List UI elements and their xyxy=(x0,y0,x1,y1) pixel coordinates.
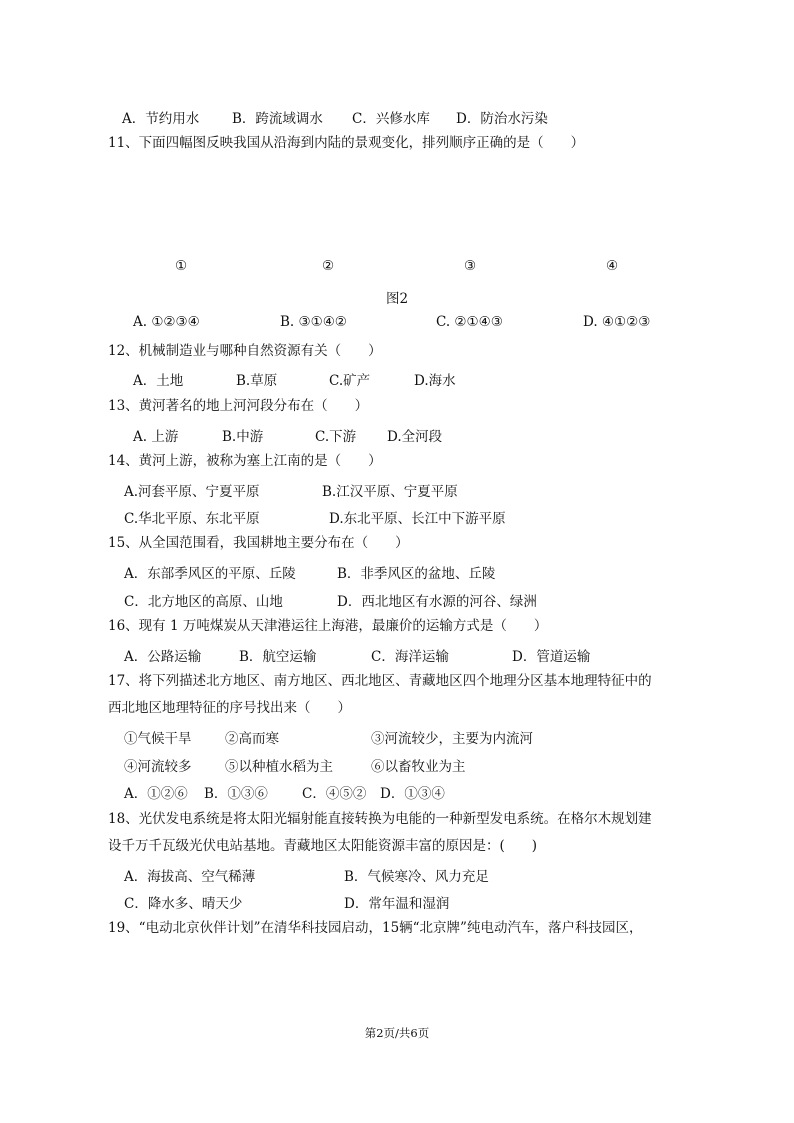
q16-option-d: D．管道运输 xyxy=(512,649,591,665)
q18-stem-line1: 18、光伏发电系统是将太阳光辐射能直接转换为电能的一种新型发电系统。在格尔木规划建 xyxy=(108,811,652,827)
q17-item-4: ④河流较多 xyxy=(124,759,192,775)
q18-option-c: C．降水多、晴天少 xyxy=(124,896,243,912)
q15-option-b: B．非季风区的盆地、丘陵 xyxy=(337,566,496,582)
q17-item-5: ⑤以种植水稻为主 xyxy=(225,759,333,775)
q13-option-c: C.下游 xyxy=(315,429,357,445)
q10-option-b: B．跨流域调水 xyxy=(232,111,323,127)
q15-option-c: C．北方地区的高原、山地 xyxy=(124,594,283,610)
q19-stem: 19、“电动北京伙伴计划”在清华科技园启动，15辆“北京牌”纯电动汽车，落户科技园区， xyxy=(108,920,643,936)
q17-item-1: ①气候干旱 xyxy=(124,731,192,747)
q14-option-d: D.东北平原、长江中下游平原 xyxy=(329,511,506,527)
q17-option-a: A．①②⑥ xyxy=(124,786,188,802)
q12-option-d: D.海水 xyxy=(414,373,456,389)
q14-stem: 14、黄河上游，被称为塞上江南的是（ ） xyxy=(108,453,382,469)
q12-option-a: A．土地 xyxy=(133,373,184,389)
q13-option-a: A. 上游 xyxy=(133,429,179,445)
q10-option-c: C．兴修水库 xyxy=(352,111,430,127)
q17-option-b: B．①③⑥ xyxy=(204,786,268,802)
image-label-1: ① xyxy=(175,258,188,274)
image-label-3: ③ xyxy=(464,258,477,274)
q17-option-c: C．④⑤② xyxy=(302,786,367,802)
q14-option-a: A.河套平原、宁夏平原 xyxy=(124,484,260,500)
q17-item-6: ⑥以畜牧业为主 xyxy=(371,759,466,775)
q10-option-a: A．节约用水 xyxy=(122,111,200,127)
q17-stem-line1: 17、将下列描述北方地区、南方地区、西北地区、青藏地区四个地理分区基本地理特征中的 xyxy=(108,673,652,689)
q18-option-a: A．海拔高、空气稀薄 xyxy=(124,869,256,885)
q17-item-3: ③河流较少，主要为内流河 xyxy=(371,731,533,747)
q12-stem: 12、机械制造业与哪种自然资源有关（ ） xyxy=(108,343,382,359)
q11-stem: 11、下面四幅图反映我国从沿海到内陆的景观变化，排列顺序正确的是（ ） xyxy=(108,135,585,151)
image-label-2: ② xyxy=(322,258,335,274)
q14-option-c: C.华北平原、东北平原 xyxy=(124,511,260,527)
q17-option-d: D．①③④ xyxy=(380,786,445,802)
q17-stem-line2: 西北地区地理特征的序号找出来（ ） xyxy=(108,700,351,716)
q12-option-b: B.草原 xyxy=(236,373,278,389)
q16-option-b: B．航空运输 xyxy=(239,649,317,665)
page-footer: 第2页/共6页 xyxy=(364,1026,430,1040)
q13-option-b: B.中游 xyxy=(222,429,264,445)
q11-option-c: C. ②①④③ xyxy=(436,314,503,330)
q16-option-a: A．公路运输 xyxy=(124,649,202,665)
q18-option-d: D．常年温和湿润 xyxy=(344,896,450,912)
q15-option-a: A．东部季风区的平原、丘陵 xyxy=(124,566,296,582)
q16-option-c: C．海洋运输 xyxy=(371,649,449,665)
q16-stem: 16、现有 1 万吨煤炭从天津港运往上海港，最廉价的运输方式是（ ） xyxy=(108,618,548,634)
q17-item-2: ②高而寒 xyxy=(225,731,279,747)
q13-stem: 13、黄河著名的地上河河段分布在（ ） xyxy=(108,398,369,414)
q15-stem: 15、从全国范围看，我国耕地主要分布在（ ） xyxy=(108,535,409,551)
image-label-4: ④ xyxy=(606,258,619,274)
q18-option-b: B．气候寒冷、风力充足 xyxy=(344,869,489,885)
q10-option-d: D．防治水污染 xyxy=(456,111,548,127)
q11-option-d: D. ④①②③ xyxy=(583,314,651,330)
q12-option-c: C.矿产 xyxy=(329,373,371,389)
figure-caption: 图2 xyxy=(385,291,409,307)
q11-image-labels xyxy=(0,258,794,278)
q15-option-d: D．西北地区有水源的河谷、绿洲 xyxy=(337,594,537,610)
q14-option-b: B.江汉平原、宁夏平原 xyxy=(322,484,458,500)
q11-option-a: A. ①②③④ xyxy=(133,314,200,330)
q11-option-b: B. ③①④② xyxy=(280,314,347,330)
q13-option-d: D.全河段 xyxy=(387,429,443,445)
q18-stem-line2: 设千万千瓦级光伏电站基地。青藏地区太阳能资源丰富的原因是：( ) xyxy=(108,838,538,854)
